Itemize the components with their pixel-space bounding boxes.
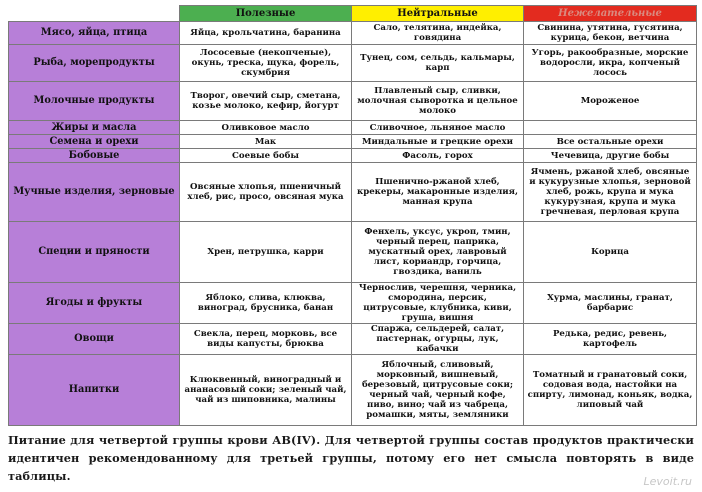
useful-cell: Клюквенный, виноградный и ананасовый соки; зеленый чай, чай из шиповника, малины [180, 355, 352, 426]
neutral-cell: Плавленый сыр, сливки, молочная сыворотка и цельное молоко [352, 82, 524, 121]
useful-cell: Свекла, перец, морковь, все виды капусты, брюква [180, 324, 352, 355]
useful-cell: Творог, овечий сыр, сметана, козье молоко, кефир, йогурт [180, 82, 352, 121]
undesirable-cell [524, 121, 697, 135]
food-table [8, 5, 697, 426]
table-row [9, 45, 697, 82]
useful-cell: Хрен, петрушка, карри [180, 222, 352, 283]
undesirable-cell: Ячмень, ржаной хлеб, овсяные и кукурузные хлопья, зерновой хлеб, рожь, крупа и мука кукурузная, крупа и мука гречневая, перловая крупа [524, 163, 697, 222]
category-cell: Мучные изделия, зерновые [9, 163, 180, 222]
neutral-cell: Тунец, сом, сельдь, кальмары, карп [352, 45, 524, 82]
undesirable-cell: Хурма, маслины, гранат, барбарис [524, 283, 697, 324]
neutral-cell: Сало, телятина, индейка, говядина [352, 22, 524, 45]
undesirable-cell: Томатный и гранатовый соки, содовая вода, настойки на спирту, лимонад, коньяк, водка, липовый чай [524, 355, 697, 426]
category-cell: Семена и орехи [9, 135, 180, 149]
useful-cell: Мак [180, 135, 352, 149]
useful-cell: Яйца, крольчатина, баранина [180, 22, 352, 45]
undesirable-cell: Корица [524, 222, 697, 283]
neutral-cell: Сливочное, льняное масло [352, 121, 524, 135]
undesirable-cell: Угорь, ракообразные, морские водоросли, икра, копченый лосось [524, 45, 697, 82]
useful-cell: Овсяные хлопья, пшеничный хлеб, рис, просо, овсяная мука [180, 163, 352, 222]
useful-cell: Соевые бобы [180, 149, 352, 163]
category-cell: Мясо, яйца, птица [9, 22, 180, 45]
table-row [9, 355, 697, 426]
undesirable-cell: Все остальные орехи [524, 135, 697, 149]
category-cell: Напитки [9, 355, 180, 426]
neutral-cell: Пшенично-ржаной хлеб, крекеры, макаронные изделия, манная крупа [352, 163, 524, 222]
table-row [9, 283, 697, 324]
table-header-row [9, 6, 697, 22]
useful-cell: Лососевые (некопченые), окунь, треска, щука, форель, скумбрия [180, 45, 352, 82]
header-undesirable: Нежелательные [524, 6, 697, 22]
table-row [9, 135, 697, 149]
useful-cell: Яблоко, слива, клюква, виноград, брусника, банан [180, 283, 352, 324]
site-watermark: Levoit.ru [643, 475, 692, 488]
table-row [9, 22, 697, 45]
category-cell: Рыба, морепродукты [9, 45, 180, 82]
category-cell: Ягоды и фрукты [9, 283, 180, 324]
header-neutral: Нейтральные [352, 6, 524, 22]
table-row [9, 121, 697, 135]
category-cell: Овощи [9, 324, 180, 355]
header-corner [9, 6, 180, 22]
table-row [9, 324, 697, 355]
neutral-cell: Спаржа, сельдерей, салат, пастернак, огурцы, лук, кабачки [352, 324, 524, 355]
category-cell: Жиры и масла [9, 121, 180, 135]
neutral-cell: Миндальные и грецкие орехи [352, 135, 524, 149]
neutral-cell: Фенхель, уксус, укроп, тмин, черный перец, паприка, мускатный орех, лавровый лист, кориандр, горчица, гвоздика, ваниль [352, 222, 524, 283]
table-row [9, 149, 697, 163]
category-cell: Молочные продукты [9, 82, 180, 121]
food-table-container [8, 5, 696, 426]
table-row [9, 163, 697, 222]
undesirable-cell: Чечевица, другие бобы [524, 149, 697, 163]
caption-note: Питание для четвертой группы крови АВ(IV). Для четвертой группы состав продуктов практически идентичен рекомендованному для третьей группы, потому его нет смысла повторять в виде таблицы. [8, 433, 694, 483]
table-row [9, 82, 697, 121]
undesirable-cell: Мороженое [524, 82, 697, 121]
header-useful: Полезные [180, 6, 352, 22]
neutral-cell: Фасоль, горох [352, 149, 524, 163]
undesirable-cell: Редька, редис, ревень, картофель [524, 324, 697, 355]
category-cell: Бобовые [9, 149, 180, 163]
useful-cell: Оливковое масло [180, 121, 352, 135]
neutral-cell: Яблочный, сливовый, морковный, вишневый, березовый, цитрусовые соки; черный чай, черный кофе, пиво, вино; чай из чабреца, ромашки, мяты, земляники [352, 355, 524, 426]
neutral-cell: Чернослив, черешня, черника, смородина, персик, цитрусовые, клубника, киви, груша, вишня [352, 283, 524, 324]
undesirable-cell: Свинина, утятина, гусятина, курица, бекон, ветчина [524, 22, 697, 45]
category-cell: Специи и пряности [9, 222, 180, 283]
table-row [9, 222, 697, 283]
